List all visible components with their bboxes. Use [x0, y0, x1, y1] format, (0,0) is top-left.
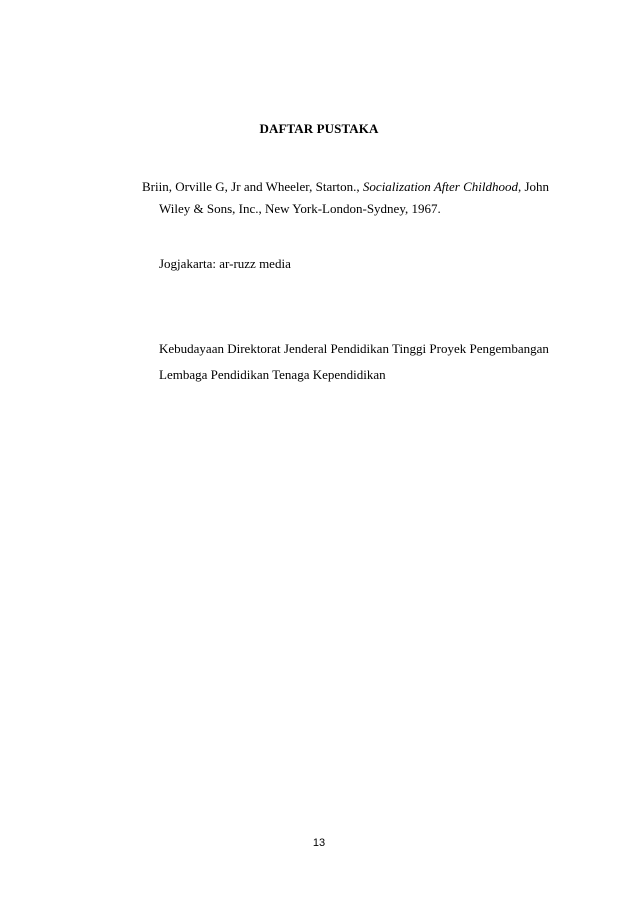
- reference-book-title: Socialization After Childhood: [362, 179, 518, 194]
- reference-text: Lembaga Pendidikan Tenaga Kependidikan: [159, 367, 386, 382]
- reference-entry: [142, 284, 550, 388]
- reference-line: [142, 284, 550, 310]
- reference-line: [142, 362, 550, 388]
- reference-line: [142, 198, 550, 220]
- reference-line: [142, 176, 550, 198]
- reference-entry: [142, 223, 550, 277]
- reference-text: Briin, Orville G, Jr and Wheeler, Starton.,: [142, 179, 363, 194]
- reference-line: [142, 336, 550, 362]
- reference-entry: [142, 176, 550, 220]
- reference-text: Jogjakarta: ar-ruzz media: [159, 256, 291, 271]
- reference-text: Wiley & Sons, Inc., New York-London-Sydney, 1967.: [159, 201, 441, 216]
- reference-line: [142, 250, 550, 277]
- page-number: 13: [312, 837, 326, 849]
- reference-text: Kebudayaan Direktorat Jenderal Pendidikan Tinggi Proyek Pengembangan: [159, 341, 549, 356]
- reference-line: [142, 223, 550, 250]
- reference-text: , John: [517, 179, 550, 194]
- reference-line: [142, 310, 550, 336]
- page-title: DAFTAR PUSTAKA: [259, 121, 379, 136]
